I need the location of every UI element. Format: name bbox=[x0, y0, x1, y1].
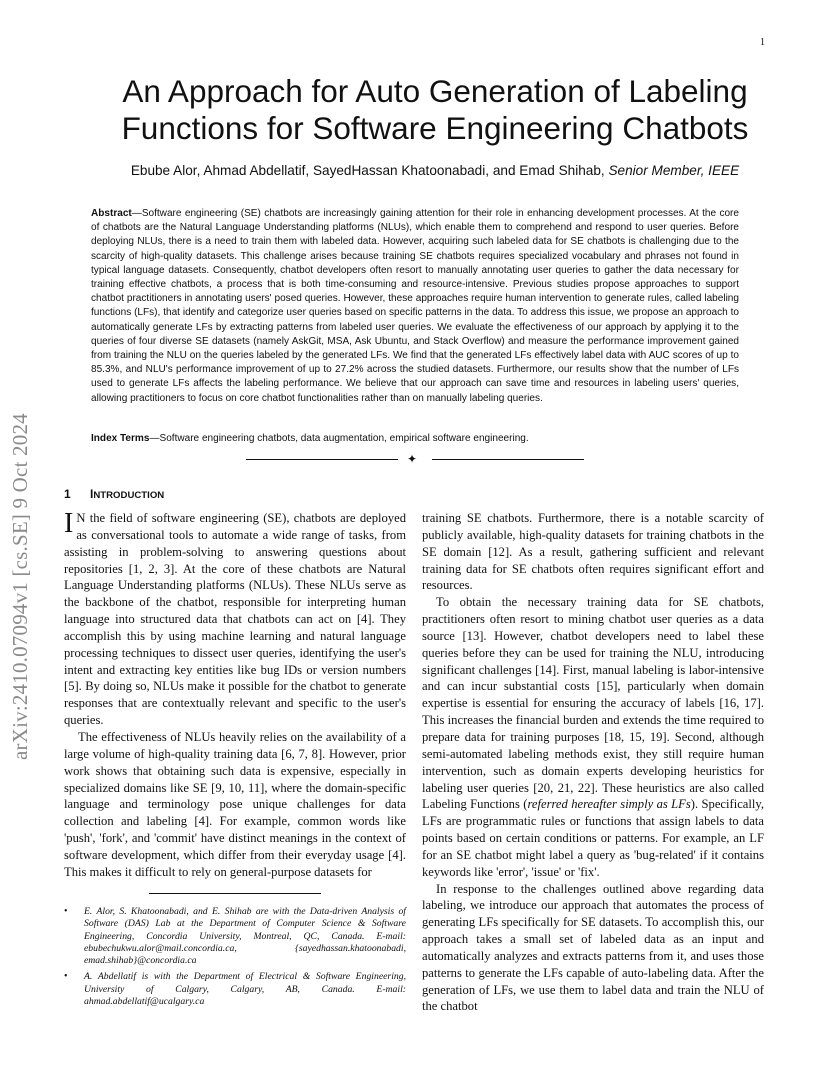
abstract bbox=[91, 207, 739, 406]
title-line-2: Functions for Software Engineering Chatbots bbox=[121, 110, 749, 146]
arxiv-identifier[interactable]: arXiv:2410.07094v1 [cs.SE] 9 Oct 2024 bbox=[8, 413, 32, 760]
author-role: Senior Member, IEEE bbox=[608, 163, 740, 178]
paragraph bbox=[422, 594, 764, 880]
index-terms bbox=[91, 432, 739, 446]
author-names: Ebube Alor, Ahmad Abdellatif, SayedHassan Khatoonabadi, and Emad Shihab, bbox=[130, 163, 605, 178]
footnote-rule bbox=[149, 893, 321, 894]
body-column-left bbox=[64, 510, 406, 881]
body-column-right bbox=[422, 510, 764, 1015]
section-title-rest: NTRODUCTION bbox=[93, 490, 165, 501]
section-number: 1 bbox=[64, 487, 71, 501]
paragraph-text: N the field of software engineering (SE), chatbots are deployed as conversational tools to automate a wide range of tasks, from assisting in problem-solving to answering questions about repositories [1, 2, 3]. At the core of these chatbots are Natural Language Understanding platforms (NLUs). These NLUs serve as the backbone of the chatbot, responsible for interpreting human language into structured data that chatbots can act on [4]. They accomplish this by using machine learning and natural language processing techniques to dissect user queries, identifying the user's intent and extracting key entities like bug IDs or version numbers [5]. By doing so, NLUs make it possible for the chatbot to generate responses that are contextually relevant and specific to the user's queries. bbox=[64, 511, 406, 728]
abstract-text: —Software engineering (SE) chatbots are increasingly gaining attention for their role in enhancing development processes. At the core of chatbots are the Natural Language Understanding platforms (NLUs), which enable them to comprehend and respond to user queries. Before deploying NLUs, there is a need to train them with labeled data. However, acquiring such labeled data for SE chatbots is challenging due to the scarcity of high-quality datasets. This challenge arises because training SE chatbots requires specialized vocabulary and phrases not found in typical language datasets. Consequently, chatbot developers often resort to manually annotating user queries to gather the data necessary for training effective chatbots, a process that is both time-consuming and resource-intensive. Previous studies propose approaches to support chatbot practitioners in annotating users' posed queries. However, these approaches require human intervention to generate rules, called labeling functions (LFs), that identify and categorize user queries based on specific patterns in the data. To address this issue, we propose an approach to automatically generate LFs by extracting patterns from labeled user queries. We evaluate the effectiveness of our approach by applying it to the queries of four diverse SE datasets (namely AskGit, MSA, Ask Ubuntu, and Stack Overflow) and measure the performance improvement gained from training the NLU on the queries labeled by the generated LFs. We find that the generated LFs effectively label data with AUC scores of up to 85.3%, and NLU's performance improvement of up to 27.2% across the studied datasets. Furthermore, our results show that the number of LFs used to generate LFs affects the labeling performance. We believe that our approach can save time and resources in labeling users' queries, allowing practitioners to focus on core chatbot functionalities rather than on manually labeling queries. bbox=[91, 208, 739, 404]
paragraph: In response to the challenges outlined above regarding data labeling, we introduce our approach that automates the process of generating LFs specifically for SE datasets. To accomplish this, our approach takes a small set of labeled data as an input and automatically analyzes and extracts patterns from it, and uses those patterns to generate the LFs capable of auto-labeling data. After the generation of LFs, we use them to label data and train the NLU of the chatbot bbox=[422, 881, 764, 1014]
paragraph bbox=[64, 510, 406, 729]
title-line-1: An Approach for Auto Generation of Labeling bbox=[122, 73, 748, 109]
index-terms-text: —Software engineering chatbots, data augmentation, empirical software engineering. bbox=[149, 433, 529, 444]
section-heading-introduction bbox=[64, 487, 164, 501]
drop-cap: I bbox=[64, 508, 74, 539]
paragraph-text: To obtain the necessary training data for SE chatbots, practitioners often resort to mining chatbot user queries as a data source [13]. However, chatbot developers need to label these queries before they can be used for training the NLU, introducing significant challenges [14]. First, manual labeling is labor-intensive and can incur substantial costs [15], particularly when domain expertise is essential for ensuring the accuracy of labels [16, 17]. This increases the financial burden and extends the time required to prepare data for training purposes [18, 15, 19]. Second, although semi-automated labeling methods exist, they still require human intervention, such as domain experts developing heuristics for labeling user queries [20, 21, 22]. These heuristics are also called Labeling Functions ( bbox=[422, 595, 764, 812]
section-divider bbox=[246, 452, 584, 466]
author-list bbox=[70, 163, 800, 178]
divider-ornament-icon: ✦ bbox=[407, 452, 418, 466]
divider-line-left bbox=[246, 459, 398, 460]
abstract-label: Abstract bbox=[91, 208, 132, 219]
footnote-item: • E. Alor, S. Khatoonabadi, and E. Shihab are with the Data-driven Analysis of Software (DAS) Lab at the Department of Computer Science & Software Engineering, Concordia University, Montreal, QC, Canada. E-mail: ebubechukwu.alor@mail.concordia.ca, {sayedhassan.khatoonabadi, emad.shihab}@concordia.ca bbox=[64, 906, 406, 967]
paper-title bbox=[70, 73, 800, 147]
footnote-item: • A. Abdellatif is with the Department of Electrical & Software Engineering, University of Calgary, Calgary, AB, Canada. E-mail: ahmad.abdellatif@ucalgary.ca bbox=[64, 971, 406, 1008]
page-number: 1 bbox=[760, 37, 765, 48]
section-title-initial: I bbox=[90, 487, 94, 501]
index-terms-label: Index Terms bbox=[91, 433, 150, 444]
paragraph: The effectiveness of NLUs heavily relies on the availability of a large volume of high-quality training data [6, 7, 8]. However, prior work shows that obtaining such data is expensive, especially in specialized domains like SE [9, 10, 11], where the domain-specific language and terminology pose unique challenges for data collection and labeling [4]. For example, common words like 'push', 'fork', and 'commit' have distinct meanings in the context of software development, which differ from their everyday usage [4]. This makes it difficult to rely on general-purpose datasets for bbox=[64, 729, 406, 879]
affiliation-footnotes bbox=[64, 906, 406, 1012]
arxiv-stamp bbox=[0, 0, 56, 1072]
paragraph-italic-text: referred hereafter simply as LFs bbox=[527, 797, 691, 812]
paragraph: training SE chatbots. Furthermore, there is a notable scarcity of publicly available, high-quality datasets for training chatbots in the SE domain [12]. As a result, gathering sufficient and relevant training data for SE chatbots often requires significant effort and resources. bbox=[422, 511, 764, 593]
divider-line-right bbox=[432, 459, 584, 460]
paragraph-text: ). Specifically, LFs are programmatic rules or functions that assign labels to data points based on certain conditions or patterns. For example, an LF for an SE chatbot might label a query as 'bug-related' if it contains keywords like 'error', 'issue' or 'fix'. bbox=[422, 797, 765, 879]
